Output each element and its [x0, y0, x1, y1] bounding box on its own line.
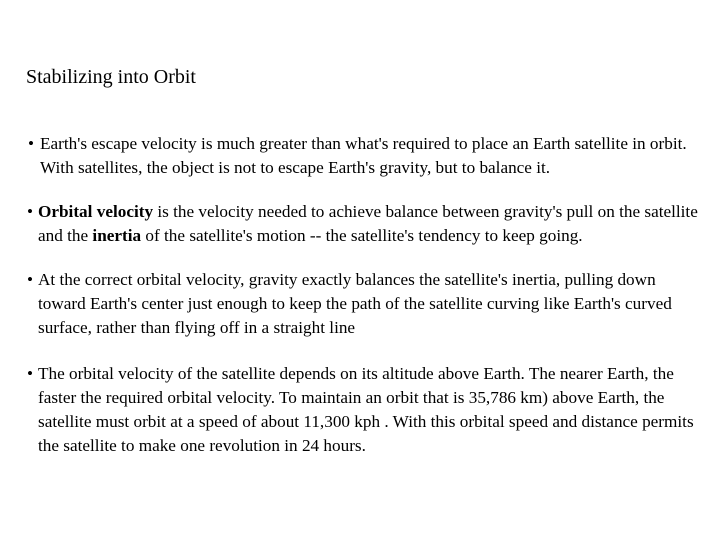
bullet-text: At the correct orbital velocity, gravity exactly balances the satellite's inertia, pulling down toward Earth's center just enough to keep the path of the satellite curving like Earth's curved surface, rather than flying off in a straight line — [38, 270, 672, 337]
bullet-orbital-velocity — [24, 200, 704, 248]
bullet-text: is the velocity needed to achieve balance between gravity's pull on the satellite and the — [38, 202, 698, 245]
bullet-marker: • — [27, 202, 34, 221]
bullet-bold-term-inertia: inertia — [92, 226, 142, 245]
bullet-text: of the satellite's motion -- the satellite's tendency to keep going. — [141, 226, 583, 245]
slide-title: Stabilizing into Orbit — [26, 66, 196, 88]
bullet-marker: • — [28, 134, 35, 153]
bullet-marker: • — [27, 364, 34, 383]
bullet-bold-term-orbital-velocity: Orbital velocity — [38, 202, 154, 221]
bullet-correct-velocity — [24, 268, 704, 340]
bullet-escape-velocity — [24, 132, 704, 180]
bullet-altitude — [24, 362, 704, 458]
bullet-text: The orbital velocity of the satellite depends on its altitude above Earth. The nearer Earth, the faster the required orbital velocity. To maintain an orbit that is 35,786 km) above Earth, the satellite must orbit at a speed of about 11,300 kph . With this orbital speed and distance permits the satellite to make one revolution in 24 hours. — [38, 364, 694, 455]
bullet-marker: • — [27, 270, 34, 289]
bullet-text: Earth's escape velocity is much greater than what's required to place an Earth satellite in orbit. With satellites, the object is not to escape Earth's gravity, but to balance it. — [40, 134, 687, 177]
bullet-list — [24, 132, 704, 458]
